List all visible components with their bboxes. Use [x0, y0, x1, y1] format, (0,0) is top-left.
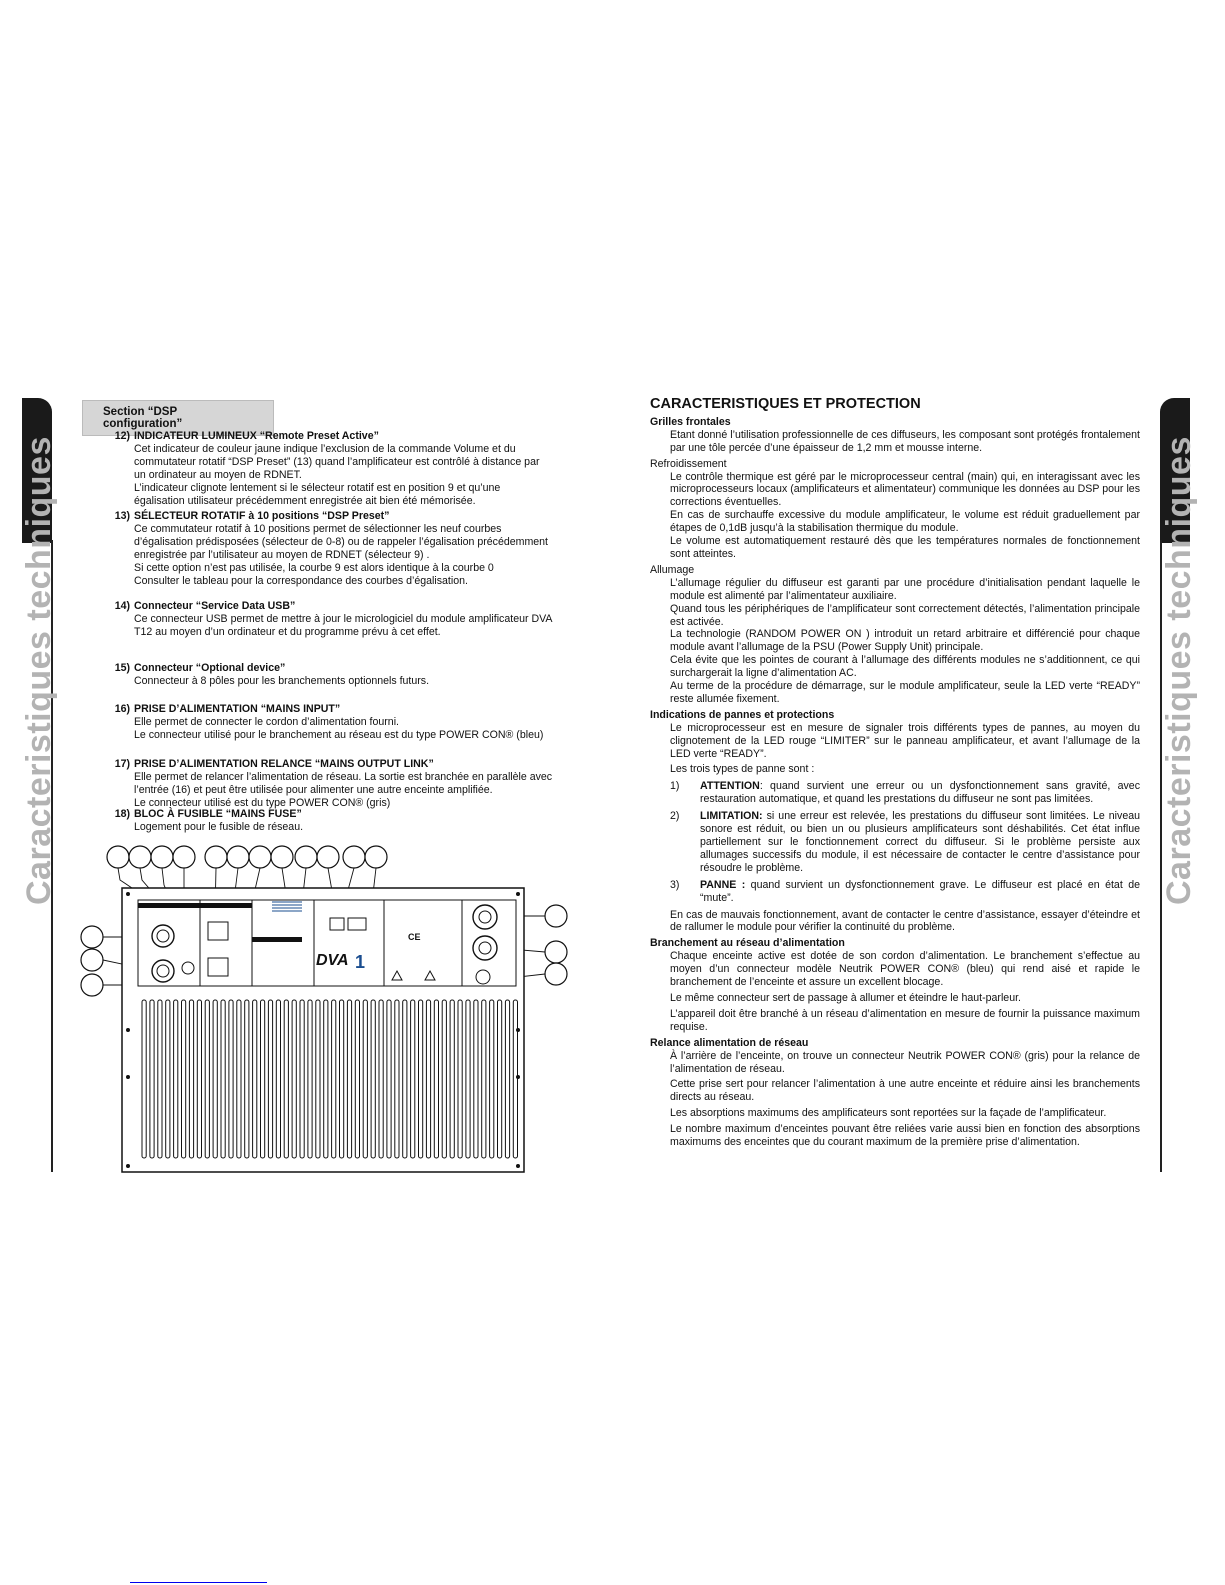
- item-heading: SÉLECTEUR ROTATIF à 10 positions “DSP Preset”: [134, 510, 390, 522]
- fault-label: LIMITATION:: [700, 810, 763, 823]
- heat-sink-fin: [371, 1000, 375, 1158]
- heat-sink-fin: [458, 1000, 462, 1158]
- heat-sink-fin: [411, 1000, 415, 1158]
- section-paragraph: Chaque enceinte active est dotée de son cordon d’alimentation. Le branchement s’effectue au moyen d’un connecteur modèle Neutrik POWER CON® (bleu) qui rend aisé et rapide le branchement de l’enceinte et assure un excellent blocage.: [670, 950, 1140, 989]
- fault-number: 1): [670, 780, 680, 793]
- section-paragraph: Etant donné l’utilisation professionnelle de ces diffuseurs, les composant sont protégés frontalement par une tôle percée d’une épaisseur de 1,2 mm et mousse interne.: [670, 428, 1140, 454]
- item-heading: PRISE D’ALIMENTATION “MAINS INPUT”: [134, 703, 341, 715]
- diagram-ce-mark: CE: [408, 932, 421, 942]
- section-paragraph: En cas de surchauffe excessive du module amplificateur, le volume est réduit graduellement par étapes de 0,1dB jusqu’à la stabilisation thermique du module.: [670, 509, 1140, 535]
- heat-sink-fin: [189, 1000, 193, 1158]
- heat-sink-fin: [387, 1000, 391, 1158]
- left-item: [98, 808, 553, 834]
- item-text: Ce commutateur rotatif à 10 positions permet de sélectionner les neuf courbes d’égalisation prédisposées (sélecteur de 0-8) ou de rappeler l’égalisation précédemment enregistrée par l’utilisateur au moyen de RDNET (sélecteur 9) .: [134, 522, 548, 561]
- section-heading: Indications de pannes et protections: [650, 708, 835, 721]
- left-item: [98, 758, 553, 810]
- section-paragraph: Quand tous les périphériques de l’amplificateur sont correctement détectés, l’alimentation principale est activée.: [670, 602, 1140, 628]
- left-item: [98, 430, 553, 507]
- rear-panel-diagram: [80, 840, 570, 1180]
- heat-sink-fin: [158, 1000, 162, 1158]
- right-sidebar-title: Caracteristiques techniques: [1160, 436, 1198, 905]
- heat-sink-fin: [442, 1000, 446, 1158]
- section-heading: Relance alimentation de réseau: [650, 1036, 809, 1049]
- heat-sink-fin: [347, 1000, 351, 1158]
- heat-sink-fin: [213, 1000, 217, 1158]
- diagram-model-digit: 1: [355, 952, 366, 972]
- section-paragraph: Le même connecteur sert de passage à allumer et éteindre le haut-parleur.: [670, 991, 1021, 1004]
- section-paragraph: Le contrôle thermique est géré par le microprocesseur central (main) qui, en interagissant avec les microprocesseurs locaux (amplificateurs et alimentateur) communique les données au DSP pour les corrections éventuelles.: [670, 470, 1140, 509]
- section-paragraph: Les absorptions maximums des amplificateurs sont reportées sur la façade de l’amplificateur.: [670, 1107, 1107, 1120]
- heat-sink-fin: [332, 1000, 336, 1158]
- item-text: Connecteur à 8 pôles pour les branchements optionnels futurs.: [134, 674, 430, 687]
- item-text: Elle permet de relancer l’alimentation de réseau. La sortie est branchée en parallèle avec l’entrée (16) et peut être utilisée pour alimenter une autre enceinte amplifiée.: [134, 770, 553, 796]
- fault-number: 3): [670, 878, 680, 891]
- section-paragraph: Cela évite que les pointes de courant à l’allumage des différents modules ne s’additionnent, ce qui surchargerait la ligne d’alimentation AC.: [670, 654, 1140, 680]
- item-text: Le connecteur utilisé pour le branchement au réseau est du type POWER CON® (bleu): [134, 728, 544, 741]
- fault-intro: Les trois types de panne sont :: [670, 763, 815, 776]
- section-heading: Refroidissement: [650, 457, 727, 470]
- fault-label: ATTENTION: [700, 780, 760, 793]
- heat-sink-fin: [450, 1000, 454, 1158]
- diagram-logo: DVA: [316, 952, 349, 969]
- left-sidebar-title: Caracteristiques techniques: [20, 436, 58, 905]
- item-number: 12): [114, 430, 130, 442]
- heat-sink-fin: [316, 1000, 320, 1158]
- item-heading: PRISE D’ALIMENTATION RELANCE “MAINS OUTPUT LINK”: [134, 758, 434, 770]
- fault-text: quand survient un dysfonctionnement grave. Le diffuseur est placé en état de “mute”.: [700, 878, 1140, 904]
- heat-sink-fin: [403, 1000, 407, 1158]
- left-item: [98, 662, 553, 688]
- item-number: 13): [114, 510, 130, 522]
- item-text: Ce connecteur USB permet de mettre à jour le micrologiciel du module amplificateur DVA T12 au moyen d’un ordinateur et du programme prévu à cet effet.: [134, 612, 552, 638]
- item-text: Le connecteur utilisé est du type POWER CON® (gris): [134, 796, 391, 809]
- heat-sink-fin: [276, 1000, 280, 1158]
- heat-sink-fin: [150, 1000, 154, 1158]
- item-number: 17): [114, 758, 130, 770]
- footer-link-line: [130, 1582, 267, 1583]
- section-heading: Allumage: [650, 563, 695, 576]
- section-paragraph: Le volume est automatiquement restauré dès que les températures normales de fonctionnement sont atteintes.: [670, 535, 1140, 560]
- heat-sink-fin: [292, 1000, 296, 1158]
- right-column: [650, 398, 1140, 1149]
- heat-sink-fin: [379, 1000, 383, 1158]
- heat-sink-fin: [197, 1000, 201, 1158]
- heat-sink-fin: [434, 1000, 438, 1158]
- section-paragraph: Au terme de la procédure de démarrage, sur le module amplificateur, seule la LED verte “READY” reste allumée fixement.: [670, 680, 1140, 705]
- item-text: Elle permet de connecter le cordon d’alimentation fourni.: [134, 715, 399, 728]
- heat-sink-fin: [498, 1000, 502, 1158]
- fault-item: [670, 780, 1140, 806]
- heat-sink-fin: [221, 1000, 225, 1158]
- heat-sink-fin: [229, 1000, 233, 1158]
- item-text: L’indicateur clignote lentement si le sélecteur rotatif est en position 9 et qu’une égalisation utilisateur précédemment enregistrée ait bien été mémorisée.: [134, 481, 501, 507]
- heat-sink-fin: [419, 1000, 423, 1158]
- item-heading: INDICATEUR LUMINEUX “Remote Preset Active”: [134, 430, 379, 442]
- heat-sink-fin: [261, 1000, 265, 1158]
- heat-sink-fin: [142, 1000, 146, 1158]
- item-text: Consulter le tableau pour la correspondance des courbes d’égalisation.: [134, 574, 468, 587]
- item-text: Si cette option n’est pas utilisée, la courbe 9 est alors identique à la courbe 0: [134, 561, 494, 574]
- section-paragraph: Le nombre maximum d’enceintes pouvant être reliées varie aussi bien en fonction des absorptions maximums des enceintes que du courant maximum de la première prise d’alimentation.: [670, 1123, 1140, 1149]
- heat-sink-fin: [513, 1000, 517, 1158]
- heat-sink-fin: [466, 1000, 470, 1158]
- fault-text: : quand survient une erreur ou un dysfonctionnement sans gravité, avec restauration automatique, et quand les prestations du diffuseur ne sont pas limitées.: [700, 780, 1140, 806]
- item-text: Cet indicateur de couleur jaune indique l’exclusion de la commande Volume et du commutateur rotatif “DSP Preset” (13) quand l’amplificateur est contrôlé à distance par un ordinateur au moyen de RDNET.: [134, 442, 540, 481]
- heat-sink-fin: [426, 1000, 430, 1158]
- section-heading: Branchement au réseau d’alimentation: [650, 937, 845, 950]
- section-label: Section “DSP configuration”: [82, 400, 274, 436]
- left-item: [98, 510, 553, 587]
- item-number: 18): [114, 808, 130, 820]
- section-heading: Grilles frontales: [650, 415, 731, 428]
- heat-sink-fin: [253, 1000, 257, 1158]
- heat-sink-fin: [284, 1000, 288, 1158]
- section-paragraph: L’allumage régulier du diffuseur est garanti par une procédure d’initialisation pendant laquelle le module est alimenté par l’alimentateur auxiliaire.: [670, 576, 1140, 602]
- item-heading: BLOC À FUSIBLE “MAINS FUSE”: [134, 808, 302, 820]
- heat-sink-fin: [174, 1000, 178, 1158]
- heat-sink-fin: [482, 1000, 486, 1158]
- section-paragraph: À l’arrière de l’enceinte, on trouve un connecteur Neutrik POWER CON® (gris) pour la relance de l’alimentation de réseau.: [670, 1049, 1140, 1075]
- heat-sink-fin: [308, 1000, 312, 1158]
- fault-number: 2): [670, 810, 680, 823]
- fault-text: si une erreur est relevée, les prestations du diffuseur sont limitées. Le niveau sonore est réduit, ou bien un ou plusieurs amplificateurs sont déshabilités. Cet état influe partiellement sur le fonctionnement correct du diffuseur. Si le problème persiste aux allumages successifs du module, il est nécessaire de contacter le centre d’assistance pour résoudre le problème.: [700, 810, 1140, 874]
- page-title: CARACTERISTIQUES ET PROTECTION: [650, 396, 921, 412]
- section-paragraph: L’appareil doit être branché à un réseau d’alimentation en mesure de fournir la puissance maximum requise.: [670, 1007, 1140, 1033]
- heat-sink-fin: [395, 1000, 399, 1158]
- section-paragraph: Le microprocesseur est en mesure de signaler trois différents types de pannes, au moyen du clignotement de la LED rouge “LIMITER” sur le panneau amplificateur, et avant l’allumage de la LED verte “READY”.: [670, 721, 1140, 760]
- heat-sink-fin: [237, 1000, 241, 1158]
- fault-item: [670, 879, 1140, 905]
- section-paragraph: Cette prise sert pour relancer l’alimentation à une autre enceinte et réduire ainsi les branchements directs au réseau.: [670, 1078, 1140, 1104]
- heat-sink-fin: [205, 1000, 209, 1158]
- fault-item: [670, 810, 1140, 875]
- heat-sink-fin: [268, 1000, 272, 1158]
- heat-sink-fin: [324, 1000, 328, 1158]
- item-number: 15): [114, 662, 130, 674]
- heat-sink-fin: [505, 1000, 509, 1158]
- heat-sink-fin: [363, 1000, 367, 1158]
- item-text: Logement pour le fusible de réseau.: [134, 820, 304, 833]
- heat-sink-fin: [300, 1000, 304, 1158]
- left-item: [98, 703, 553, 742]
- heat-sink-fin: [245, 1000, 249, 1158]
- item-number: 16): [114, 703, 130, 715]
- item-heading: Connecteur “Optional device”: [134, 662, 286, 674]
- fault-label: PANNE :: [700, 878, 746, 891]
- fault-outro: En cas de mauvais fonctionnement, avant de contacter le centre d’assistance, essayer d’éteindre et de rallumer le module pour vérifier la continuité du problème.: [670, 908, 1140, 934]
- heat-sink-fin: [340, 1000, 344, 1158]
- heat-sink-fin: [166, 1000, 170, 1158]
- heat-sink-fin: [355, 1000, 359, 1158]
- item-heading: Connecteur “Service Data USB”: [134, 600, 296, 612]
- heat-sink-fin: [474, 1000, 478, 1158]
- heat-sink-fin: [182, 1000, 186, 1158]
- heat-sink-fin: [490, 1000, 494, 1158]
- section-paragraph: La technologie (RANDOM POWER ON ) introduit un retard arbitraire et différencié pour chaque module avant l’allumage de la PSU (Power Supply Unit) principale.: [670, 628, 1140, 654]
- left-item: [98, 600, 553, 639]
- item-number: 14): [114, 600, 130, 612]
